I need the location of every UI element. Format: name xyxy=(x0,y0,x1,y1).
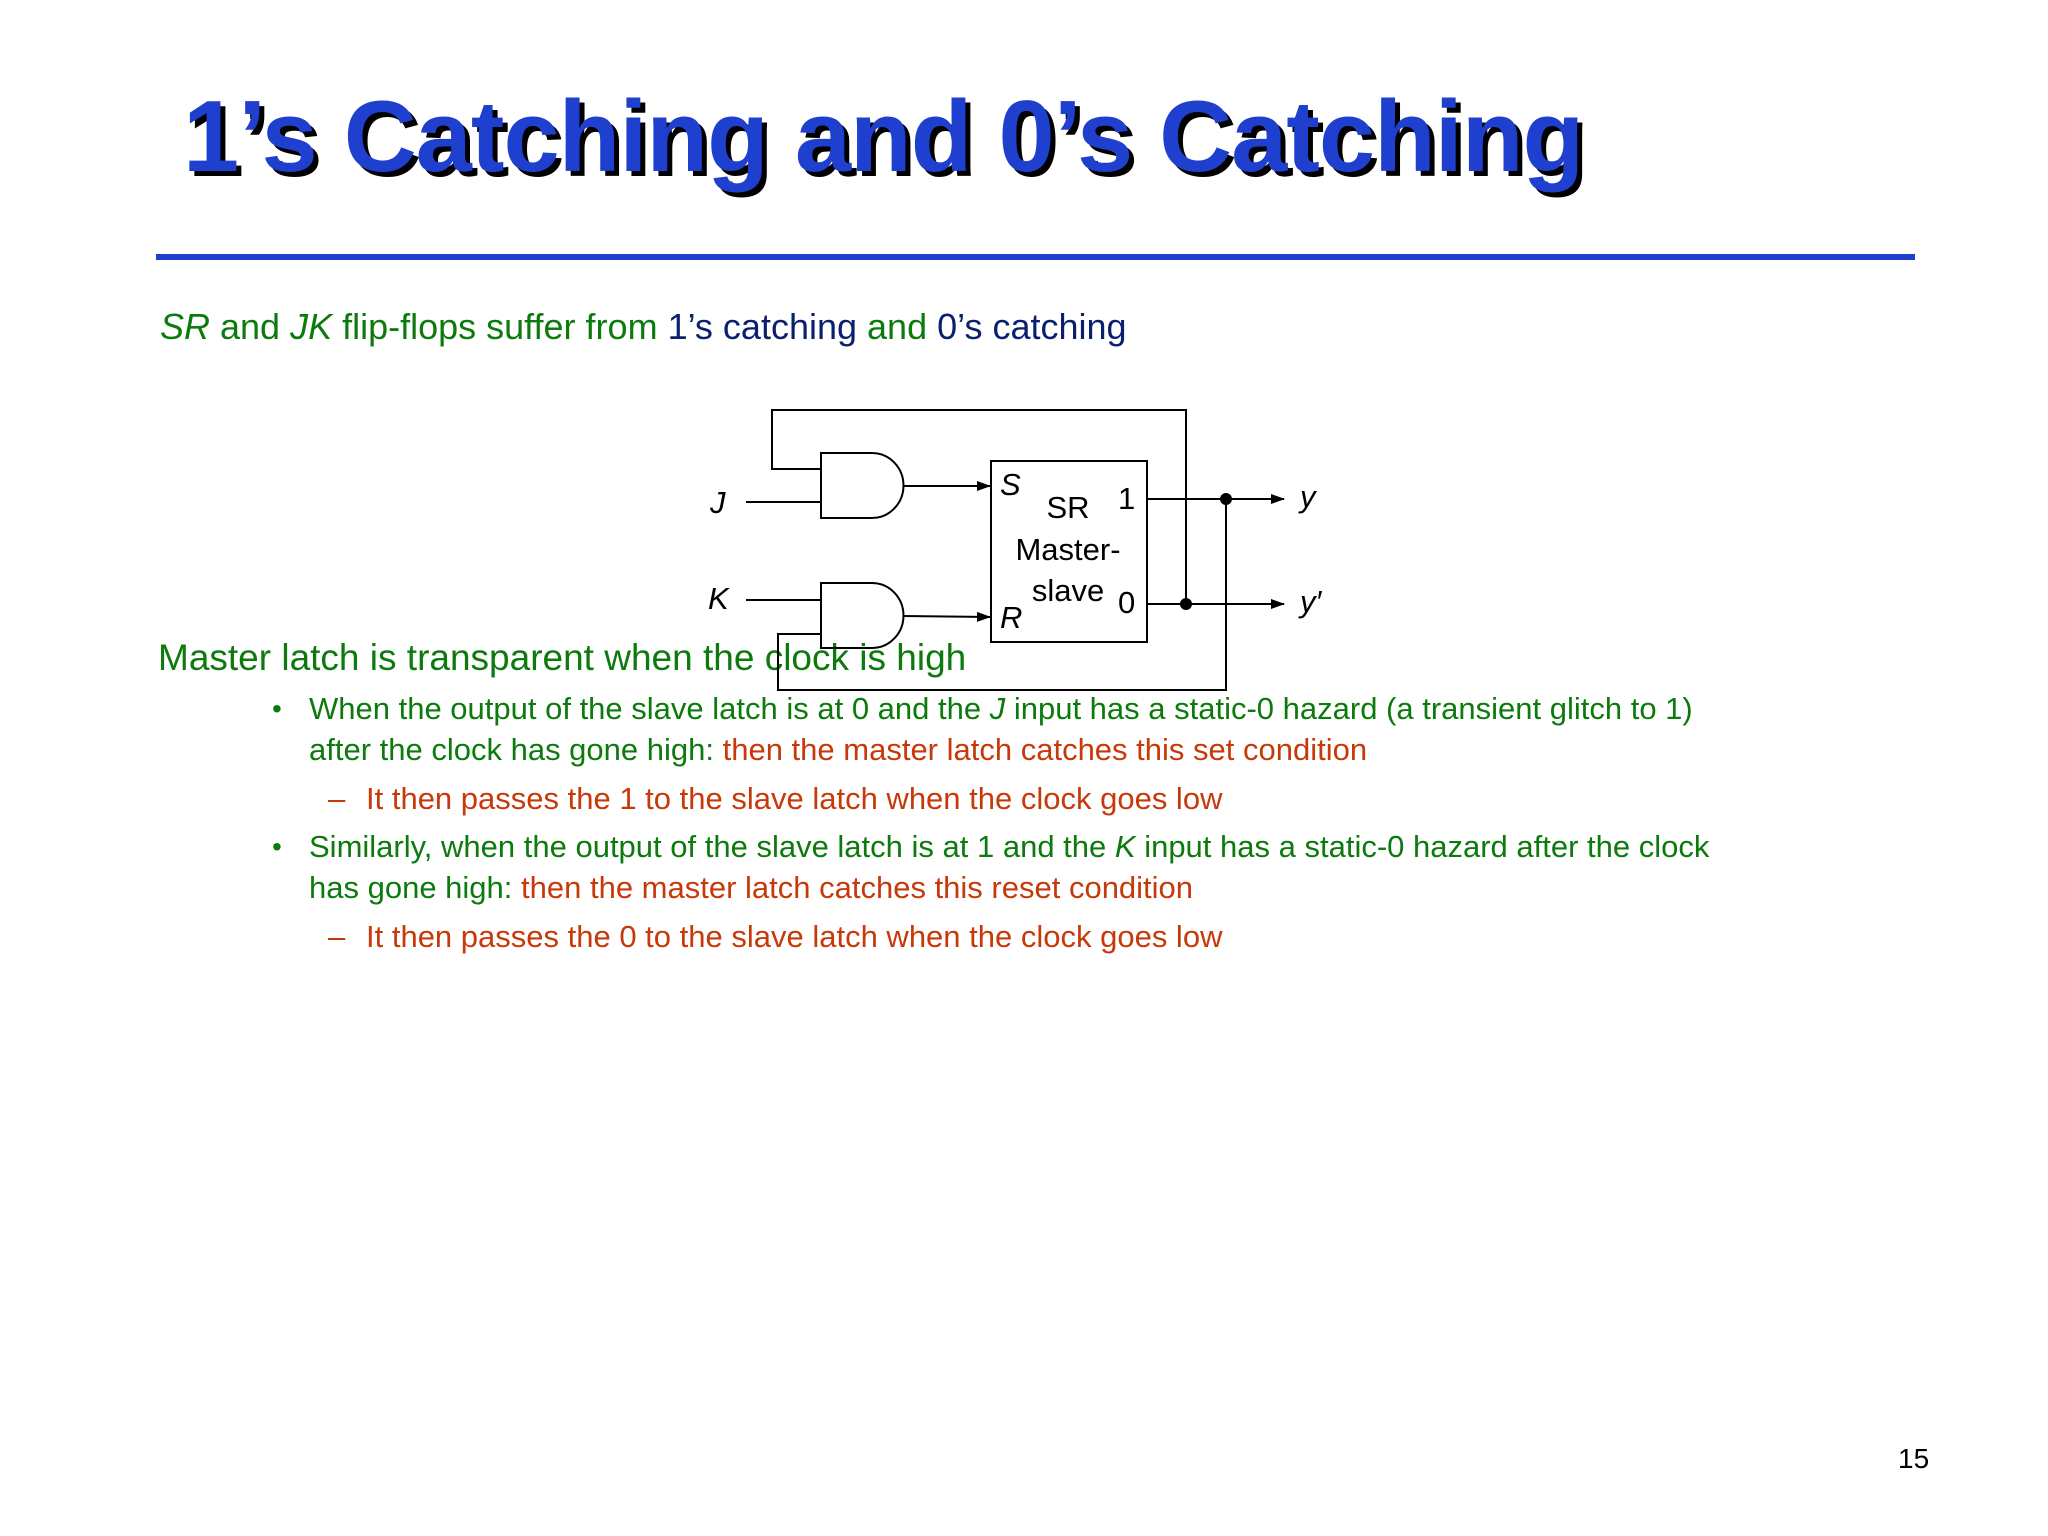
intro-and-1: and xyxy=(210,306,291,347)
pin-r-label: R xyxy=(1000,600,1023,635)
intro-sr: SR xyxy=(160,306,211,347)
input-k-label: K xyxy=(708,581,729,616)
r-wire xyxy=(903,616,990,617)
out-1-label: 1 xyxy=(1118,481,1136,516)
junction-dot-yprime xyxy=(1180,598,1192,610)
box-label-master: Master- xyxy=(1015,532,1121,567)
sub-bullet-1: It then passes the 1 to the slave latch when the clock goes low xyxy=(366,781,1223,816)
sub-1-marker: – xyxy=(328,781,346,816)
output-yprime-label: y′ xyxy=(1300,584,1322,619)
intro-ones-catching: 1’s catching xyxy=(667,306,858,347)
intro-jk: JK xyxy=(290,306,333,347)
sub-2-marker: – xyxy=(328,919,346,954)
bullet-2-k: K xyxy=(1114,829,1136,864)
bullet-2-text-c: has gone high: xyxy=(309,870,522,905)
master-latch-paragraph: Master latch is transparent when the clock is high xyxy=(158,637,967,678)
junction-dot-y xyxy=(1220,493,1232,505)
bullet-1-j: J xyxy=(989,691,1006,726)
page-number: 15 xyxy=(1898,1443,1930,1474)
sub-bullet-2: It then passes the 0 to the slave latch when the clock goes low xyxy=(366,919,1223,954)
bullet-1-marker: • xyxy=(272,693,282,724)
bullet-1-text-b: input has a static-0 hazard (a transient glitch to 1) xyxy=(1005,691,1693,726)
box-label-sr: SR xyxy=(1046,490,1090,525)
intro-mid: flip-flops suffer from xyxy=(332,306,668,347)
slide-title: 1’s Catching and 0’s Catching xyxy=(183,81,1584,193)
bullet-2-text-a: Similarly, when the output of the slave latch is at 1 and the xyxy=(309,829,1115,864)
feedback-wire-bottom xyxy=(778,499,1226,690)
out-0-label: 0 xyxy=(1118,585,1136,620)
intro-and-2: and xyxy=(857,306,938,347)
bullet-2-text-b: input has a static-0 hazard after the clock xyxy=(1135,829,1710,864)
and-gate-upper xyxy=(821,453,903,518)
box-label-slave: slave xyxy=(1031,573,1105,608)
bullet-1-red-text: then the master latch catches this set condition xyxy=(722,732,1368,767)
input-j-label: J xyxy=(710,485,726,520)
intro-zeros-catching: 0’s catching xyxy=(937,306,1127,347)
bullet-1-text-c: after the clock has gone high: xyxy=(309,732,723,767)
bullet-2-red-text: then the master latch catches this reset condition xyxy=(521,870,1194,905)
and-gate-lower xyxy=(821,583,903,648)
pin-s-label: S xyxy=(1000,467,1021,502)
output-y-label: y xyxy=(1300,479,1316,514)
bullet-2-marker: • xyxy=(272,831,282,862)
bullet-1-text-a: When the output of the slave latch is at 0 and the xyxy=(309,691,990,726)
